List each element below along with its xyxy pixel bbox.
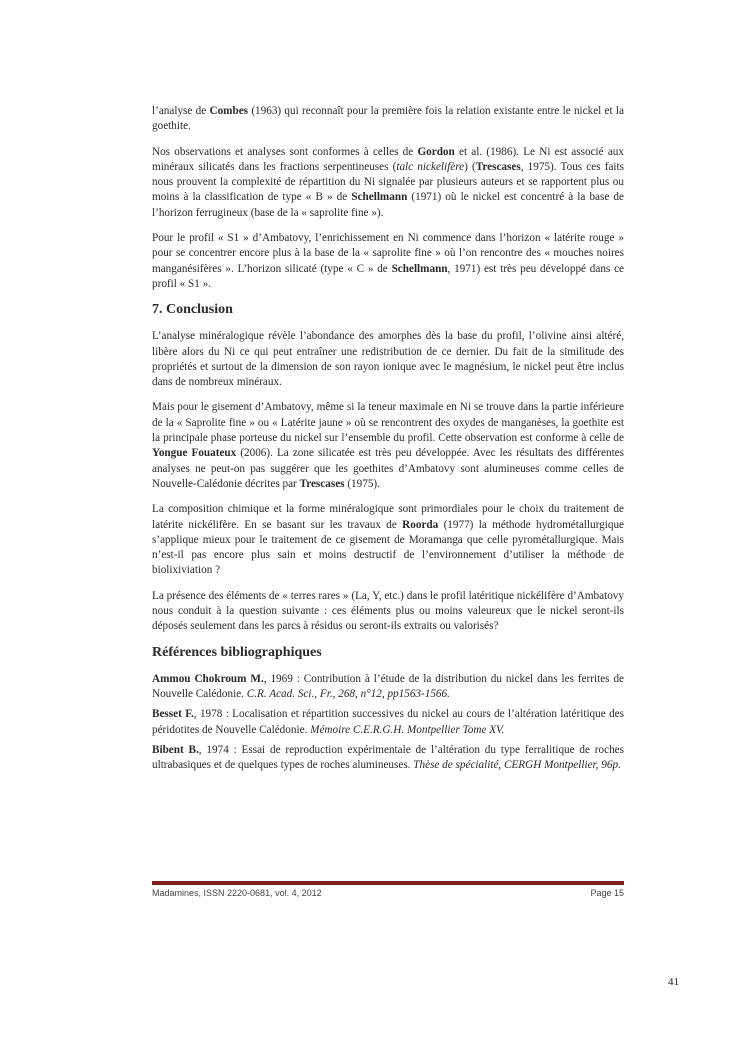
reference-entry	[152, 672, 624, 703]
page-number: 41	[668, 976, 679, 988]
text-run: , 1975). Tous ces faits nous prouvent la complexité de répartition du Ni signalée par plusieurs auteurs et se rapportent plus ou moins à la classification de type « B » de	[152, 160, 625, 204]
emphasis-bold-text: Schellmann	[391, 262, 448, 275]
conclusion-heading: 7. Conclusion	[152, 302, 233, 318]
text-run: L’analyse minéralogique révèle l’abondance des amorphes dès la base du profil, l’olivine ainsi altéré, libère alors du Ni ce qui peut entraîner une redistribution de ce dernier. Du fait de la similitude des propriétés et surtout de la dimension de son rayon ionique avec le magnésium, le nickel peut être inclus dans de nombreux minéraux.	[152, 330, 624, 389]
emphasis-bold-text: Combes	[209, 105, 249, 117]
emphasis-bold-text: Trescases	[475, 160, 521, 173]
text-run: (1971) où le nickel est concentré à la base de l’horizon ferrugineux (base de la « saprolite fine »).	[152, 191, 624, 219]
paragraph	[152, 231, 624, 292]
conclusion-section	[152, 329, 624, 634]
emphasis-bold-text: Ammou Chokroum M.	[152, 672, 264, 685]
paragraph	[152, 104, 624, 135]
text-run: et al. (1986). Le Ni est associé aux minéraux silicatés dans les fractions serpentineuses (	[152, 145, 624, 173]
citation-italic-text: Thèse de spécialité, CERGH Montpellier, 96p.	[413, 759, 621, 772]
journal-citation: Madamines, ISSN 2220-0681, vol. 4, 2012	[152, 888, 322, 898]
emphasis-bold-text: Yongue Fouateux	[152, 447, 237, 460]
reference-entry	[152, 707, 624, 738]
text-run: (2006). La zone silicatée est très peu développée. Avec les résultats des différentes analyses ne peut-on pas suggérer que les goethites d’Ambatovy sont alumineuses comme celles de Nouvelle-Calédonie décrites par	[152, 447, 624, 490]
text-run: La présence des éléments de « terres rares » (La, Y, etc.) dans le profil latéritique nickélifère d’Ambatovy nous conduit à la question suivante : ces éléments plus ou moins valeureux que le nickel seront-ils déposés seulement dans les parcs à résidus ou seront-ils extraits ou valorisés?	[152, 589, 624, 633]
references-heading: Références bibliographiques	[152, 644, 322, 660]
text-run: , 1971) est très peu développé dans ce profil « S1 ».	[152, 262, 624, 290]
journal-page-label: Page 15	[590, 888, 624, 898]
emphasis-bold-text: Besset F.	[152, 708, 194, 721]
text-run: (1975).	[344, 477, 380, 490]
text-run: l’analyse de	[152, 105, 210, 117]
text-run: Nos observations et analyses sont conformes à celles de	[152, 145, 418, 158]
emphasis-bold-text: Bibent B.	[152, 743, 199, 756]
text-run: ) (	[464, 160, 476, 173]
citation-italic-text: talc nickelifère	[396, 160, 465, 173]
paragraph	[152, 589, 624, 635]
text-run: , 1974 : Essai de reproduction expérimentale de l’altération du type ferralitique de roches ultrabasiques et de quelques types de roches alumineuses.	[152, 743, 625, 772]
document-body	[152, 104, 624, 778]
text-run: , 1969 : Contribution à l’étude de la distribution du nickel dans les ferrites de Nouvelle Calédonie.	[152, 672, 625, 700]
paragraph	[152, 502, 624, 578]
text-run: (1977) la méthode hydrométallurgique s’applique mieux pour le traitement de ce gisement de Moramanga que celle pyrométallurgique. Mais n’est-il pas encore plus sain et moins destructif de l’environnement d’utiliser la méthode de biolixiviation ?	[152, 518, 624, 577]
emphasis-bold-text: Gordon	[417, 145, 455, 158]
paragraph	[152, 145, 624, 221]
text-run: (1963) qui reconnaît pour la première fois la relation existante entre le nickel et la goethite.	[152, 105, 624, 133]
footer-divider	[152, 881, 624, 885]
text-run: Mais pour le gisement d’Ambatovy, même si la teneur maximale en Ni se trouve dans la partie inférieure de la « Saprolite fine » ou « Latérite jaune » où se rencontrent des oxydes de manganèses, la goethite est la principale phase porteuse du nickel sur l’ensemble du profil. Cette observation est conforme à celle de	[152, 401, 624, 445]
paragraph	[152, 329, 624, 390]
emphasis-bold-text: Schellmann	[351, 191, 408, 204]
emphasis-bold-text: Trescases	[299, 477, 345, 490]
intro-section	[152, 104, 624, 292]
text-run: Pour le profil « S1 » d’Ambatovy, l’enrichissement en Ni commence dans l’horizon « latérite rouge » pour se concentrer encore plus à la base de la « saprolite fine » où l’on rencontre des « mouches noires manganésifères ». L’horizon silicaté (type « C » de	[152, 232, 624, 275]
reference-entry	[152, 743, 624, 774]
emphasis-bold-text: Roorda	[402, 518, 439, 531]
text-run: La composition chimique et la forme minéralogique sont primordiales pour le choix du traitement de latérite nickélifère. En se basant sur les travaux de	[152, 503, 624, 531]
citation-italic-text: Mémoire C.E.R.G.H. Montpellier Tome XV.	[310, 723, 505, 736]
text-run: , 1978 : Localisation et répartition successives du nickel au cours de l’altération latéritique des péridotites de Nouvelle Calédonie.	[152, 708, 624, 736]
paragraph	[152, 400, 624, 492]
references-list	[152, 672, 624, 774]
citation-italic-text: C.R. Acad. Sci., Fr., 268, n°12, pp1563-1566.	[246, 687, 450, 700]
